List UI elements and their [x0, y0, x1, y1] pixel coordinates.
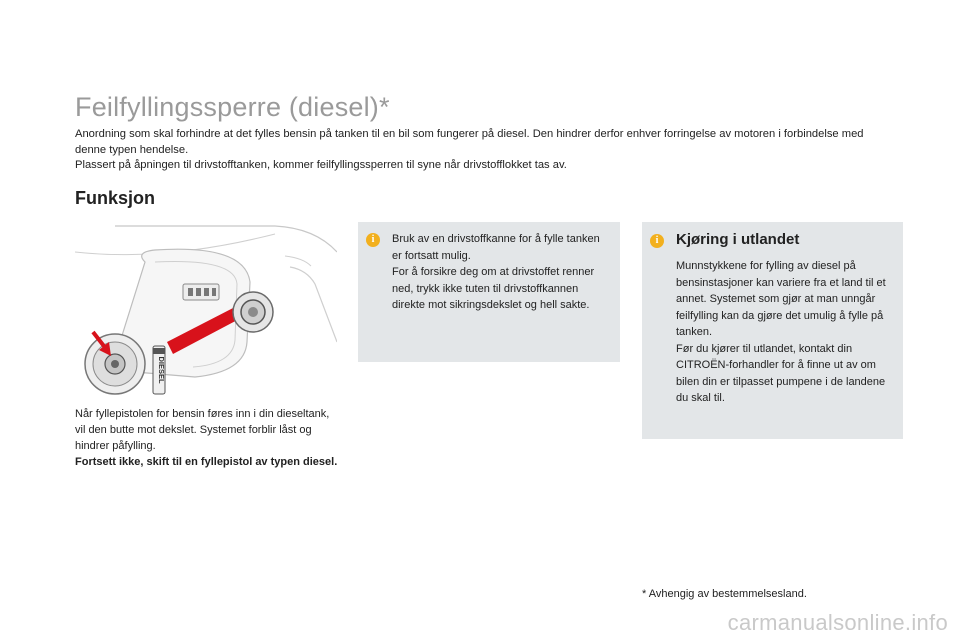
function-text: Når fyllepistolen for bensin føres inn i din dieseltank, vil den butte mot dekslet. Systemet forblir låst og hindrer påfylling.: [75, 408, 330, 452]
watermark: carmanualsonline.info: [727, 610, 948, 635]
intro-text: [75, 127, 895, 174]
info-box-fuel-can: [358, 222, 620, 362]
footnote: * Avhengig av bestemmelsesland.: [642, 588, 807, 600]
diesel-label-text: DIESEL: [157, 356, 166, 384]
diesel-label-tag-vertical: [153, 348, 165, 354]
illustration-drawing: [75, 222, 337, 400]
info-box-heading: Kjøring i utlandet: [676, 231, 800, 248]
info-box-fuel-can-para-1: Bruk av en drivstoffkanne for å fylle tanken er fortsatt mulig.: [392, 233, 600, 262]
info-box-driving-abroad: [642, 222, 903, 439]
fuel-cap-icon: [85, 334, 145, 394]
function-description: [75, 406, 340, 470]
section-title: Funksjon: [75, 188, 155, 208]
info-box-driving-abroad-text: [676, 258, 891, 407]
info-icon: i: [366, 233, 380, 247]
intro-paragraph-2: Plassert på åpningen til drivstofftanken, kommer feilfyllingssperren til syne når drivstofflokket tas av.: [75, 159, 567, 171]
misfuel-device-illustration: [75, 222, 337, 400]
info-box-fuel-can-text: [392, 231, 607, 314]
fuel-label-tag: [183, 284, 219, 300]
intro-paragraph-1: Anordning som skal forhindre at det fylles bensin på tanken til en bil som fungerer på diesel. Den hindrer derfor enhver forringelse av motoren i forbindelse med denne typen hendelse.: [75, 128, 864, 156]
info-box-abroad-para-2: Før du kjører til utlandet, kontakt din CITROËN-forhandler for å finne ut av om bilen din er tilpasset pumpene i de landene du skal til.: [676, 342, 886, 404]
function-warning: Fortsett ikke, skift til en fyllepistol av typen diesel.: [75, 456, 338, 468]
info-box-abroad-para-1: Munnstykkene for fylling av diesel på bensinstasjoner kan variere fra et land til et annet. Systemet som gjør at man unngår feilfylling kan da gjøre det umulig å fylle på tanken.: [676, 260, 886, 338]
page-title: Feilfyllingssperre (diesel)*: [75, 92, 390, 122]
info-box-fuel-can-para-2: For å forsikre deg om at drivstoffet renner ned, trykk ikke tuten til drivstoffkannen direkte mot sikringsdekslet og hell sakte.: [392, 266, 595, 311]
info-icon: i: [650, 234, 664, 248]
fuel-neck-icon: [233, 292, 273, 332]
